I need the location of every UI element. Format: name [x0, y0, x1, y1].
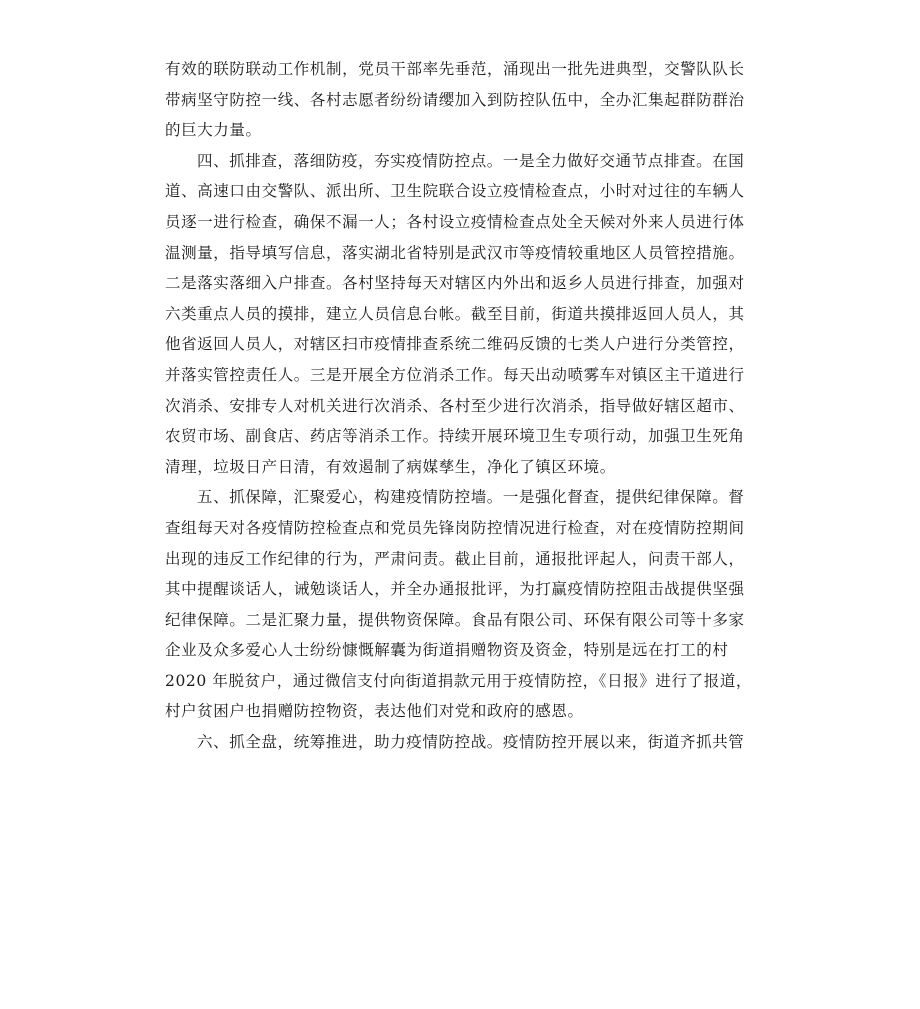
text-line: 企业及众多爱心人士纷纷慷慨解囊为街道捐赠物资及资金，特别是远在打工的村 — [165, 641, 729, 660]
section-four-heading-line: 四、抓排查，落细防疫，夯实疫情防控点。一是全力做好交通节点排查。在国 — [197, 151, 745, 170]
text-line: 六类重点人员的摸排，建立人员信息台帐。截至目前，街道共摸排返回人员人，其 — [165, 304, 745, 323]
text-line: 村户贫困户也捐赠防控物资，表达他们对党和政府的感恩。 — [165, 702, 584, 721]
text-line: 2020 年脱贫户，通过微信支付向街道捐款元用于疫情防控，《日报》进行了报道， — [165, 671, 753, 690]
text-line: 纪律保障。二是汇聚力量，提供物资保障。食品有限公司、环保有限公司等十多家 — [165, 610, 745, 629]
text-line: 查组每天对各疫情防控检查点和党员先锋岗防控情况进行检查，对在疫情防控期间 — [165, 518, 745, 537]
text-line: 温测量，指导填写信息，落实湖北省特别是武汉市等疫情较重地区人员管控措施。 — [165, 243, 745, 262]
section-five-heading-line: 五、抓保障，汇聚爱心，构建疫情防控墙。一是强化督查，提供纪律保障。督 — [197, 488, 745, 507]
text-line: 次消杀、安排专人对机关进行次消杀、各村至少进行次消杀，指导做好辖区超市、 — [165, 396, 745, 415]
text-line: 带病坚守防控一线、各村志愿者纷纷请缨加入到防控队伍中，全办汇集起群防群治 — [165, 90, 745, 109]
text-line: 的巨大力量。 — [165, 121, 262, 140]
text-line: 二是落实落细入户排查。各村坚持每天对辖区内外出和返乡人员进行排查，加强对 — [165, 274, 745, 293]
text-line: 出现的违反工作纪律的行为，严肃问责。截止目前，通报批评起人，问责干部人， — [165, 549, 745, 568]
text-line: 员逐一进行检查，确保不漏一人；各村设立疫情检查点处全天候对外来人员进行体 — [165, 212, 745, 231]
text-line: 其中提醒谈话人，诫勉谈话人，并全办通报批评，为打赢疫情防控阻击战提供坚强 — [165, 580, 745, 599]
text-line: 清理，垃圾日产日清，有效遏制了病媒孳生，净化了镇区环境。 — [165, 457, 616, 476]
text-line: 他省返回人员人，对辖区扫市疫情排查系统二维码反馈的七类人户进行分类管控， — [165, 335, 745, 354]
document-body — [165, 54, 765, 758]
text-line: 道、高速口由交警队、派出所、卫生院联合设立疫情检查点，小时对过往的车辆人 — [165, 182, 745, 201]
text-line: 并落实管控责任人。三是开展全方位消杀工作。每天出动喷雾车对镇区主干道进行 — [165, 365, 745, 384]
section-six-heading-line: 六、抓全盘，统筹推进，助力疫情防控战。疫情防控开展以来，街道齐抓共管 — [197, 733, 745, 752]
text-line: 农贸市场、副食店、药店等消杀工作。持续开展环境卫生专项行动，加强卫生死角 — [165, 427, 745, 446]
text-line: 有效的联防联动工作机制，党员干部率先垂范，涌现出一批先进典型，交警队队长 — [165, 60, 745, 78]
